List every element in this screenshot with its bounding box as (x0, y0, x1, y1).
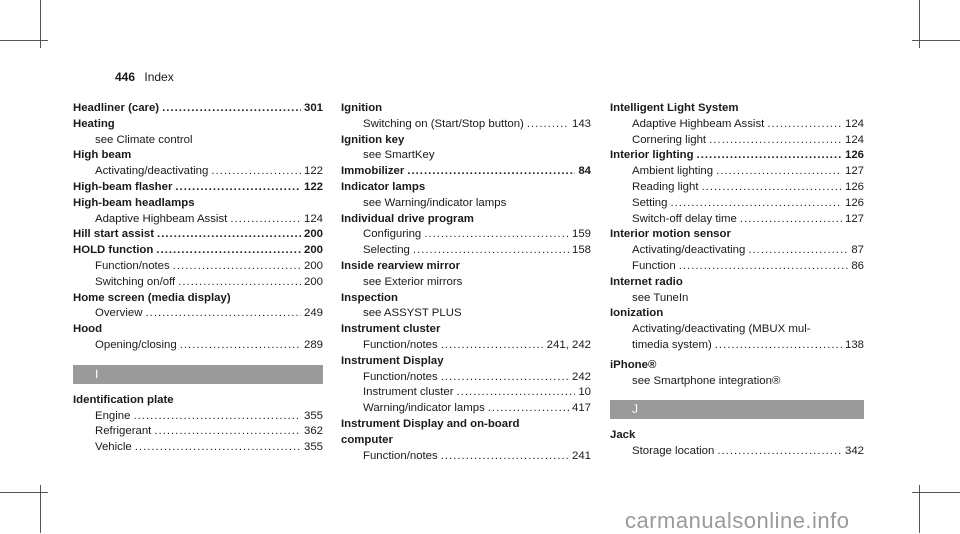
index-term: High-beam headlamps (73, 196, 195, 209)
index-subentry (610, 180, 864, 196)
entry-label: Opening/closing (95, 338, 177, 351)
page-reference: 417 (571, 402, 591, 415)
index-term: Individual drive program (341, 212, 474, 225)
entry-label: Function/notes (363, 370, 438, 383)
crop-mark (0, 492, 48, 493)
entry-label: Cornering light (632, 133, 707, 146)
page-reference: 122 (303, 180, 323, 193)
index-subentry: see Smartphone integration® (632, 374, 781, 387)
page-reference: 126 (844, 149, 864, 162)
index-subentry (610, 117, 864, 133)
index-column-3 (610, 101, 864, 460)
index-subentry (73, 409, 323, 425)
index-subentry: see ASSYST PLUS (363, 307, 462, 320)
index-subentry (610, 133, 864, 149)
entry-label: Refrigerant (95, 425, 152, 438)
index-term: Instrument Display and on-board (341, 417, 520, 430)
index-subentry: see Climate control (95, 133, 193, 146)
leader-dots (715, 338, 842, 354)
index-subentry: see Warning/indicator lamps (363, 196, 507, 209)
index-term: Hood (73, 323, 103, 336)
page-reference: 138 (844, 338, 864, 351)
leader-dots (679, 259, 849, 275)
leader-dots (748, 243, 848, 259)
index-term (610, 148, 864, 164)
entry-label: Adaptive Highbeam Assist (632, 117, 765, 130)
page-reference: 200 (303, 259, 323, 272)
index-term: Internet radio (610, 275, 683, 288)
entry-label: Function/notes (363, 449, 438, 462)
index-subentry (341, 243, 591, 259)
page-reference: 126 (844, 180, 864, 193)
leader-dots (716, 164, 842, 180)
index-subentry (610, 338, 864, 354)
index-subentry (610, 164, 864, 180)
entry-label: Headliner (care) (73, 102, 160, 114)
index-term: Jack (610, 429, 636, 442)
index-column-2 (341, 101, 591, 464)
section-letter-bar: I (73, 365, 323, 384)
page-reference: 200 (303, 228, 323, 241)
entry-label: Function/notes (95, 259, 170, 272)
page-reference: 158 (571, 244, 591, 257)
page-reference: 124 (844, 133, 864, 146)
index-column-1 (73, 101, 323, 456)
page-reference: 200 (303, 244, 323, 257)
page-reference: 86 (851, 259, 864, 272)
leader-dots (441, 338, 544, 354)
index-term: High beam (73, 149, 132, 162)
page-reference: 124 (303, 212, 323, 225)
entry-label: Configuring (363, 228, 422, 241)
page-reference: 242 (571, 370, 591, 383)
section-letter-bar: J (610, 400, 864, 419)
entry-label: Selecting (363, 244, 410, 257)
index-term: Heating (73, 117, 115, 130)
page-reference: 342 (844, 445, 864, 458)
leader-dots (670, 196, 842, 212)
index-term (73, 101, 323, 117)
leader-dots (145, 306, 301, 322)
index-term: Inspection (341, 291, 398, 304)
index-term: Instrument cluster (341, 323, 441, 336)
index-subentry: Activating/deactivating (MBUX mul- (632, 323, 811, 336)
index-subentry (341, 117, 591, 133)
entry-label: HOLD function (73, 244, 154, 257)
index-subentry (341, 385, 591, 401)
page-reference: 127 (844, 165, 864, 178)
crop-mark (912, 492, 960, 493)
index-term: iPhone® (610, 358, 657, 371)
page-reference: 87 (851, 244, 864, 257)
index-subentry (341, 449, 591, 465)
entry-label: Engine (95, 409, 131, 422)
page-reference: 200 (303, 275, 323, 288)
entry-label: Switching on/off (95, 275, 176, 288)
index-subentry (341, 370, 591, 386)
leader-dots (441, 449, 569, 465)
leader-dots (230, 212, 301, 228)
entry-label: Function (632, 259, 676, 272)
page-title: Index (144, 70, 174, 84)
leader-dots (211, 164, 301, 180)
leader-dots (157, 227, 301, 243)
page-reference: 249 (303, 307, 323, 320)
leader-dots (156, 243, 301, 259)
leader-dots (173, 259, 301, 275)
entry-label: Switching on (Start/Stop button) (363, 117, 524, 130)
page-reference: 10 (578, 386, 591, 399)
index-subentry (73, 440, 323, 456)
index-subentry (341, 227, 591, 243)
entry-label: Ambient lighting (632, 165, 714, 178)
leader-dots (740, 212, 842, 228)
index-subentry (73, 212, 323, 228)
leader-dots (702, 180, 842, 196)
leader-dots (154, 424, 301, 440)
leader-dots (457, 385, 576, 401)
page-header (115, 70, 174, 84)
index-term: Interior motion sensor (610, 228, 731, 241)
leader-dots (162, 101, 301, 117)
index-term (341, 164, 591, 180)
page-reference: 124 (844, 117, 864, 130)
page-reference: 289 (303, 338, 323, 351)
entry-label: Immobilizer (341, 165, 405, 178)
index-term: Inside rearview mirror (341, 259, 461, 272)
entry-label: timedia system) (632, 338, 712, 351)
entry-label: Vehicle (95, 441, 132, 454)
index-subentry: see TuneIn (632, 291, 689, 304)
leader-dots (133, 409, 301, 425)
index-term: Ionization (610, 307, 664, 320)
entry-label: Switch-off delay time (632, 212, 737, 225)
entry-label: Storage location (632, 445, 715, 458)
index-term: Home screen (media display) (73, 291, 231, 304)
index-term: computer (341, 433, 393, 446)
leader-dots (178, 275, 301, 291)
leader-dots (135, 440, 301, 456)
entry-label: Warning/indicator lamps (363, 402, 485, 415)
entry-label: Activating/deactivating (95, 165, 209, 178)
index-term: Ignition key (341, 133, 405, 146)
leader-dots (413, 243, 569, 259)
entry-label: High-beam flasher (73, 180, 173, 193)
index-subentry (610, 212, 864, 228)
leader-dots (767, 117, 842, 133)
page-reference: 301 (303, 102, 323, 114)
leader-dots (175, 180, 301, 196)
leader-dots (709, 133, 842, 149)
index-subentry (610, 196, 864, 212)
crop-mark (912, 40, 960, 41)
entry-label: Adaptive Highbeam Assist (95, 212, 228, 225)
index-subentry (73, 306, 323, 322)
index-subentry (610, 243, 864, 259)
index-subentry (610, 259, 864, 275)
index-subentry: see SmartKey (363, 149, 435, 162)
page-number: 446 (115, 70, 136, 84)
index-subentry: see Exterior mirrors (363, 275, 463, 288)
page-reference: 355 (303, 441, 323, 454)
entry-label: Function/notes (363, 338, 438, 351)
entry-label: Hill start assist (73, 228, 155, 241)
page-reference: 159 (571, 228, 591, 241)
leader-dots (527, 117, 569, 133)
index-subentry (73, 424, 323, 440)
leader-dots (488, 401, 569, 417)
page-reference: 143 (571, 117, 591, 130)
page-reference: 127 (844, 212, 864, 225)
index-term: Instrument Display (341, 354, 444, 367)
index-term (73, 227, 323, 243)
index-subentry (610, 444, 864, 460)
crop-mark (0, 40, 48, 41)
watermark: carmanualsonline.info (625, 508, 850, 533)
page-reference: 241, 242 (546, 338, 591, 351)
entry-label: Instrument cluster (363, 386, 454, 399)
page-reference: 122 (303, 165, 323, 178)
page-reference: 362 (303, 425, 323, 438)
page-reference: 84 (578, 165, 591, 178)
entry-label: Interior lighting (610, 149, 694, 162)
index-term (73, 243, 323, 259)
index-subentry (73, 275, 323, 291)
page-reference: 241 (571, 449, 591, 462)
index-term: Intelligent Light System (610, 102, 739, 114)
leader-dots (441, 370, 569, 386)
leader-dots (180, 338, 301, 354)
page-reference: 126 (844, 196, 864, 209)
entry-label: Setting (632, 196, 668, 209)
index-term: Identification plate (73, 393, 174, 406)
leader-dots (424, 227, 569, 243)
index-subentry (341, 338, 591, 354)
index-subentry (73, 164, 323, 180)
page-reference: 355 (303, 409, 323, 422)
index-subentry (73, 338, 323, 354)
entry-label: Reading light (632, 180, 699, 193)
index-term: Ignition (341, 102, 383, 114)
leader-dots (697, 148, 842, 164)
leader-dots (407, 164, 575, 180)
entry-label: Overview (95, 307, 143, 320)
index-term (73, 180, 323, 196)
index-subentry (73, 259, 323, 275)
index-term: Indicator lamps (341, 180, 426, 193)
leader-dots (717, 444, 842, 460)
entry-label: Activating/deactivating (632, 244, 746, 257)
index-subentry (341, 401, 591, 417)
